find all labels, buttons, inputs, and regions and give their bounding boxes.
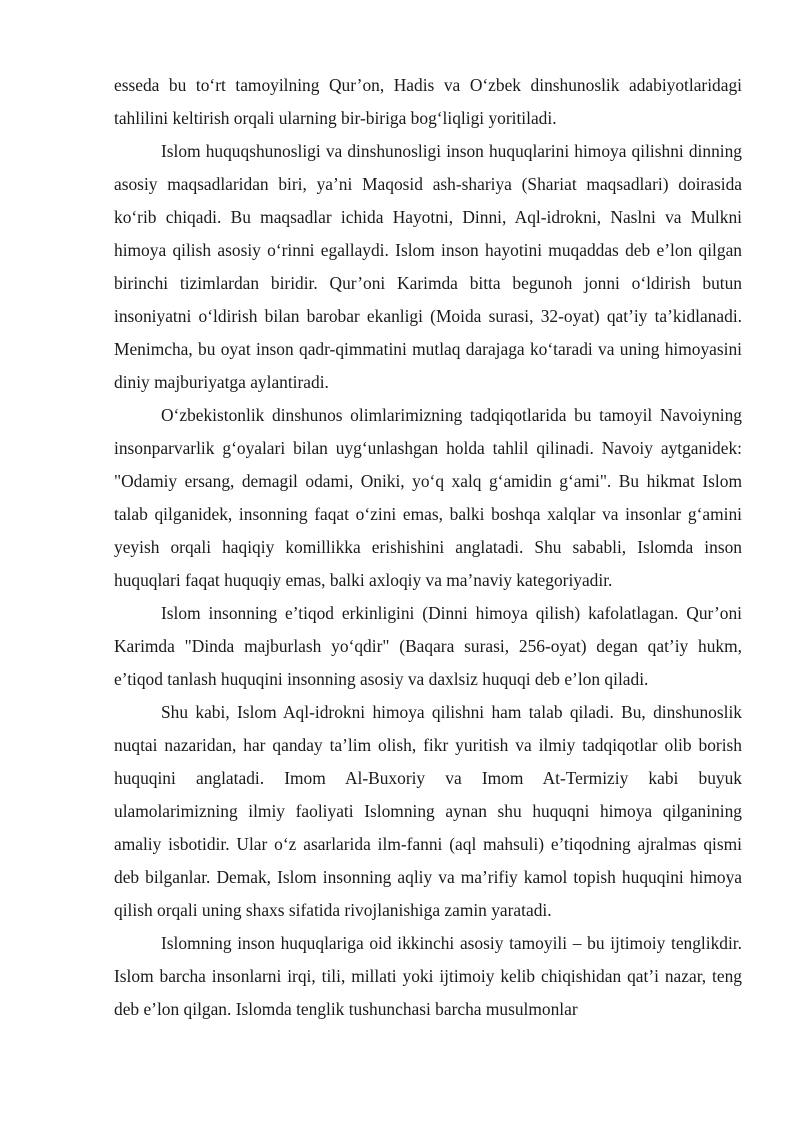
paragraph-protection-of-intellect: Shu kabi, Islom Aql-idrokni himoya qilishni ham talab qiladi. Bu, dinshunoslik nuqtai nazaridan, har qanday ta’lim olish, fikr yuritish va ilmiy tadqiqotlar olib borish huquqini anglatadi. Imom Al-Buxoriy va Imom At-Termiziy kabi buyuk ulamolarimizning ilmiy faoliyati Islomning aynan shu huquqni himoya qilganining amaliy isbotidir. Ular o‘z asarlarida ilm-fanni (aql mahsuli) e’tiqodning ajralmas qismi deb bilganlar. Demak, Islom insonning aqliy va ma’rifiy kamol topish huquqini himoya qilish orqali uning shaxs sifatida rivojlanishiga zamin yaratadi. bbox=[114, 702, 742, 920]
paragraph-social-equality: Islomning inson huquqlariga oid ikkinchi asosiy tamoyili – bu ijtimoiy tenglikdir. Islom barcha insonlarni irqi, tili, millati yoki ijtimoiy kelib chiqishidan qat’i nazar, teng deb e’lon qilgan. Islomda tenglik tushunchasi barcha musulmonlar bbox=[114, 933, 742, 1019]
paragraph-intro-continuation: esseda bu to‘rt tamoyilning Qur’on, Hadis va O‘zbek dinshunoslik adabiyotlaridagi tahlilini keltirish orqali ularning bir-biriga bog‘liqligi yoritiladi. bbox=[114, 75, 742, 128]
paragraph-maqosid-shariya: Islom huquqshunosligi va dinshunosligi inson huquqlarini himoya qilishni dinning asosiy maqsadlaridan biri, ya’ni Maqosid ash-shariya (Shariat maqsadlari) doirasida ko‘rib chiqadi. Bu maqsadlar ichida Hayotni, Dinni, Aql-idrokni, Naslni va Mulkni himoya qilish asosiy o‘rinni egallaydi. Islom inson hayotini muqaddas deb e’lon qilgan birinchi tizimlardan biridir. Qur’oni Karimda bitta begunoh jonni o‘ldirish butun insoniyatni o‘ldirish bilan barobar ekanligi (Moida surasi, 32-oyat) qat’iy ta’kidlanadi. Menimcha, bu oyat inson qadr-qimmatini mutlaq darajaga ko‘taradi va uning himoyasini diniy majburiyatga aylantiradi. bbox=[114, 141, 742, 392]
paragraph-freedom-of-belief: Islom insonning e’tiqod erkinligini (Dinni himoya qilish) kafolatlagan. Qur’oni Karimda "Dinda majburlash yo‘qdir" (Baqara surasi, 256-oyat) degan qat’iy hukm, e’tiqod tanlash huquqini insonning asosiy va daxlsiz huquqi deb e’lon qiladi. bbox=[114, 603, 742, 689]
paragraph-navoiy-humanism: O‘zbekistonlik dinshunos olimlarimizning tadqiqotlarida bu tamoyil Navoiyning insonparvarlik g‘oyalari bilan uyg‘unlashgan holda tahlil qilinadi. Navoiy aytganidek: "Odamiy ersang, demagil odami, Oniki, yo‘q xalq g‘amidin g‘ami". Bu hikmat Islom talab qilganidek, insonning faqat o‘zini emas, balki boshqa xalqlar va insonlar g‘amini yeyish orqali haqiqiy komillikka erishishini anglatadi. Shu sababli, Islomda inson huquqlari faqat huquqiy emas, balki axloqiy va ma’naviy kategoriyadir. bbox=[114, 405, 742, 590]
document-page bbox=[114, 69, 742, 1026]
